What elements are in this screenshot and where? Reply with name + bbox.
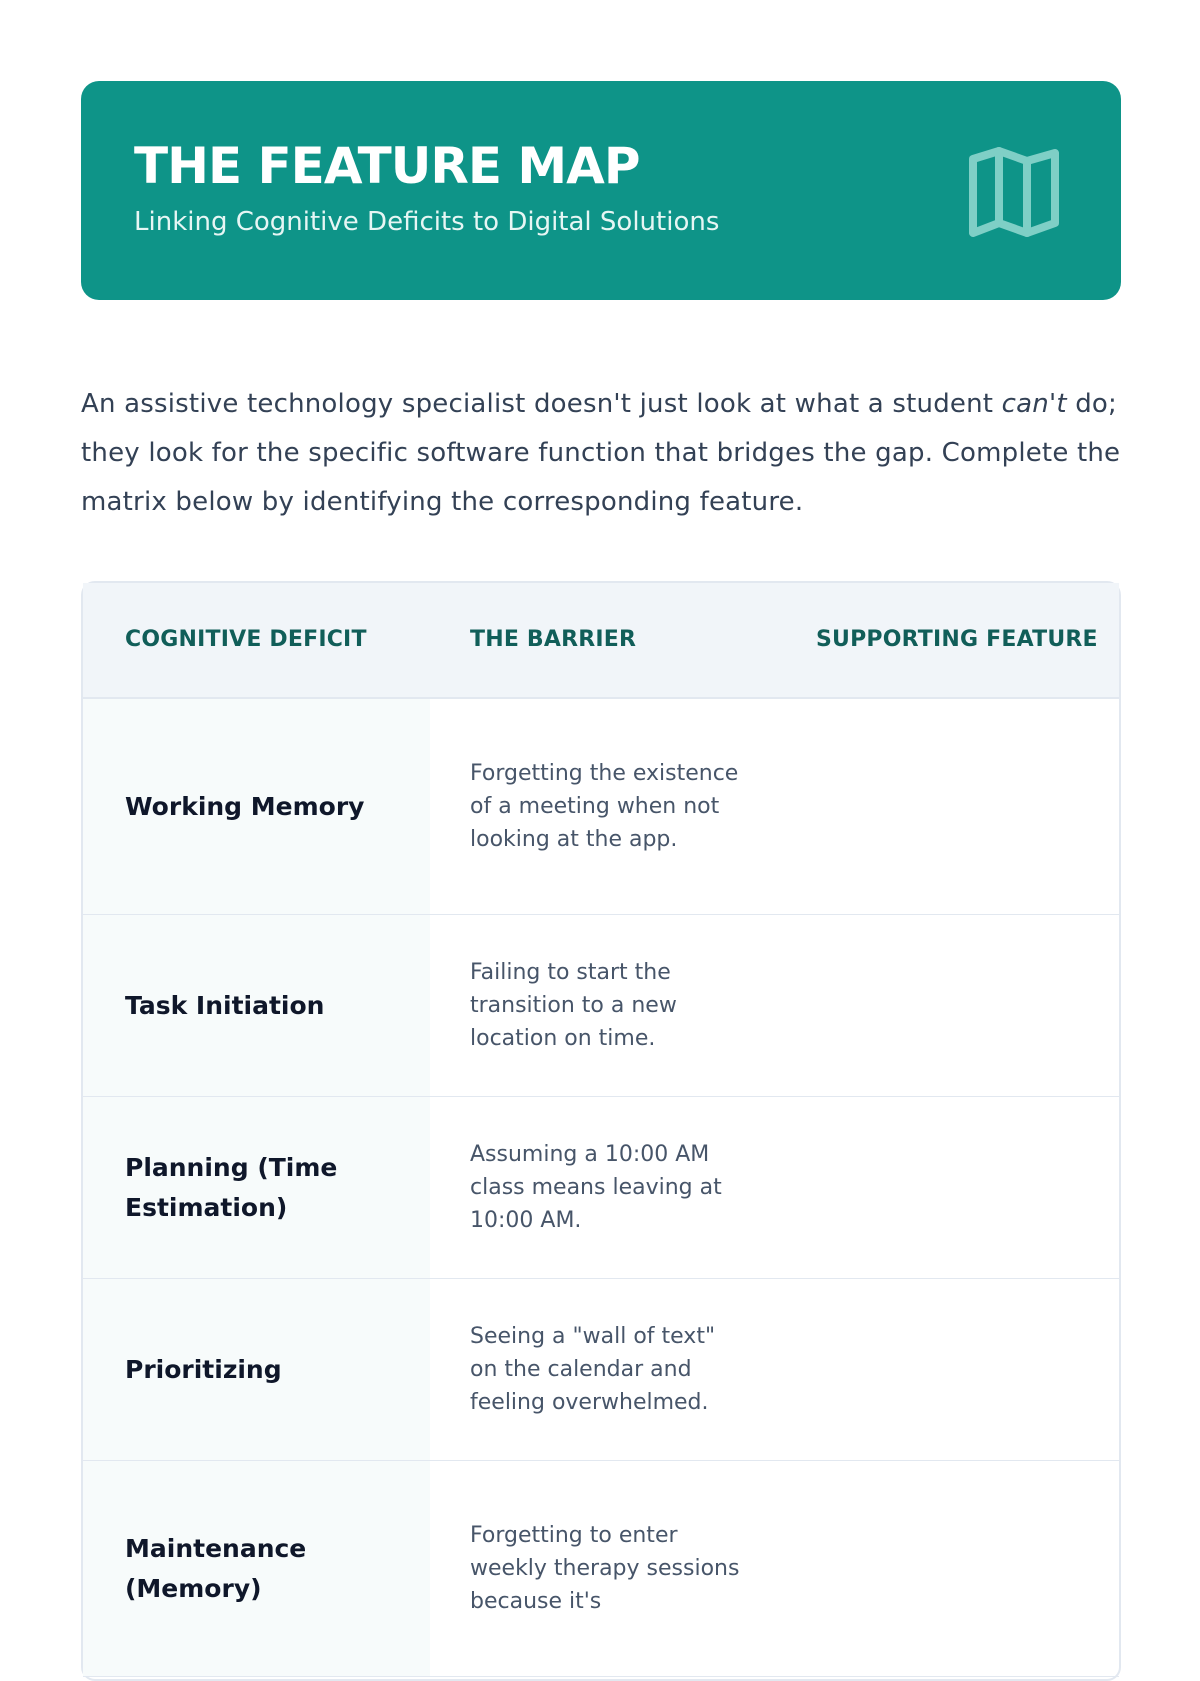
- intro-text-start: An assistive technology specialist doesn't just look at what a student: [81, 389, 1002, 419]
- feature-matrix-table: [81, 581, 1121, 1681]
- deficit-label: Task Initiation: [125, 990, 325, 1020]
- column-header-deficit: COGNITIVE DEFICIT: [125, 627, 367, 652]
- map-icon: [967, 145, 1061, 239]
- feature-answer-cell[interactable]: [816, 1279, 1086, 1460]
- page-title: THE FEATURE MAP: [134, 137, 640, 195]
- deficit-label: Planning (Time Estimation): [125, 1152, 338, 1222]
- feature-answer-cell[interactable]: [816, 1097, 1086, 1278]
- column-header-feature: SUPPORTING FEATURE: [816, 627, 1098, 652]
- deficit-label: Prioritizing: [125, 1354, 282, 1384]
- barrier-text: Assuming a 10:00 AM class means leaving at 10:00 AM.: [470, 1142, 722, 1233]
- feature-answer-cell[interactable]: [816, 699, 1086, 914]
- table-row: [83, 699, 1119, 915]
- table-row: [83, 1279, 1119, 1461]
- feature-answer-cell[interactable]: [816, 1461, 1086, 1676]
- column-header-barrier: THE BARRIER: [470, 627, 637, 652]
- intro-paragraph: [81, 380, 1131, 527]
- intro-text-end: do; they look for the specific software function that bridges the gap. Complete the matrix below by identifying the corresponding feature.: [81, 389, 1121, 517]
- barrier-text: Forgetting the existence of a meeting when not looking at the app.: [470, 761, 739, 852]
- table-header-row: [83, 583, 1119, 699]
- barrier-text: Forgetting to enter weekly therapy sessions because it's: [470, 1523, 740, 1614]
- page-subtitle: Linking Cognitive Deficits to Digital Solutions: [134, 207, 720, 237]
- header-banner: [81, 81, 1121, 300]
- intro-emphasis: can't: [1001, 389, 1067, 419]
- deficit-label: Maintenance (Memory): [125, 1533, 307, 1603]
- table-row: [83, 1461, 1119, 1677]
- barrier-text: Failing to start the transition to a new location on time.: [470, 960, 677, 1051]
- deficit-label: Working Memory: [125, 791, 365, 821]
- table-row: [83, 1097, 1119, 1279]
- barrier-text: Seeing a "wall of text" on the calendar and feeling overwhelmed.: [470, 1324, 716, 1415]
- table-row: [83, 915, 1119, 1097]
- feature-answer-cell[interactable]: [816, 915, 1086, 1096]
